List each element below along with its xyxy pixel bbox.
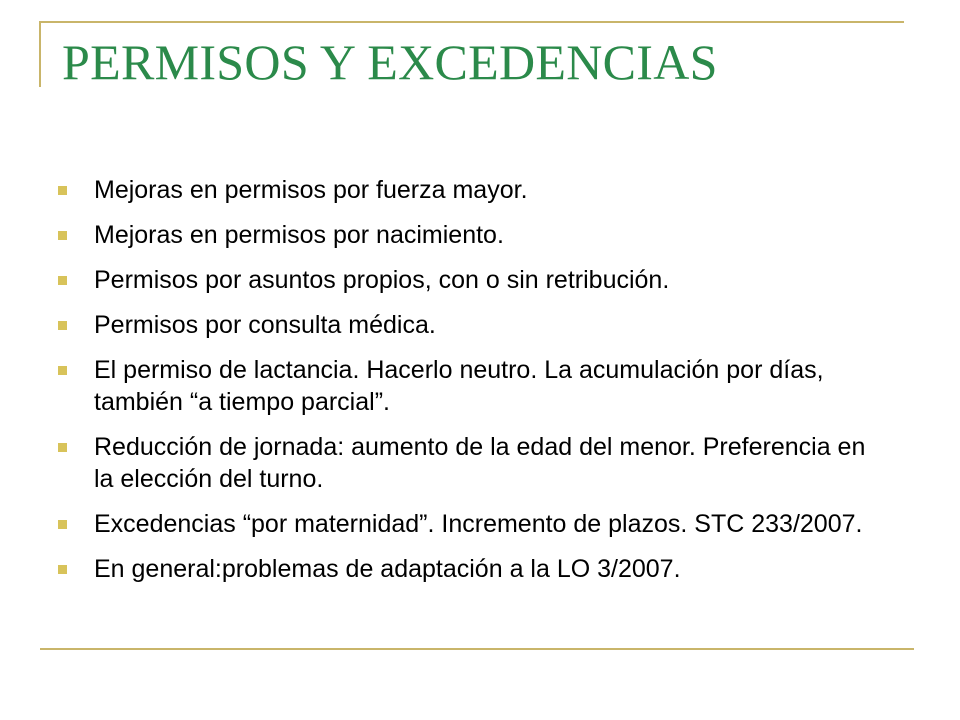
bottom-divider (40, 648, 914, 650)
square-bullet-icon (58, 520, 67, 529)
list-item (58, 309, 878, 341)
list-item-text: Reducción de jornada: aumento de la edad del menor. Preferencia en la elección del turno. (94, 433, 866, 493)
slide-title: PERMISOS Y EXCEDENCIAS (62, 34, 718, 90)
list-item (58, 264, 878, 296)
list-item-text: En general:problemas de adaptación a la LO 3/2007. (94, 555, 681, 583)
list-item (58, 553, 878, 585)
square-bullet-icon (58, 276, 67, 285)
list-item-text: Permisos por asuntos propios, con o sin retribución. (94, 266, 670, 294)
list-item-text: Permisos por consulta médica. (94, 311, 436, 339)
top-divider (40, 21, 904, 23)
list-item (58, 174, 878, 206)
left-accent-line (39, 21, 41, 87)
bullet-list (58, 174, 878, 598)
list-item-text: Excedencias “por maternidad”. Incremento de plazos. STC 233/2007. (94, 510, 863, 538)
list-item (58, 431, 878, 495)
list-item-text: El permiso de lactancia. Hacerlo neutro. La acumulación por días, también “a tiempo parcial”. (94, 356, 824, 416)
list-item (58, 219, 878, 251)
square-bullet-icon (58, 321, 67, 330)
list-item (58, 508, 878, 540)
square-bullet-icon (58, 231, 67, 240)
square-bullet-icon (58, 366, 67, 375)
square-bullet-icon (58, 443, 67, 452)
square-bullet-icon (58, 186, 67, 195)
list-item (58, 354, 878, 418)
list-item-text: Mejoras en permisos por fuerza mayor. (94, 176, 528, 204)
square-bullet-icon (58, 565, 67, 574)
list-item-text: Mejoras en permisos por nacimiento. (94, 221, 504, 249)
